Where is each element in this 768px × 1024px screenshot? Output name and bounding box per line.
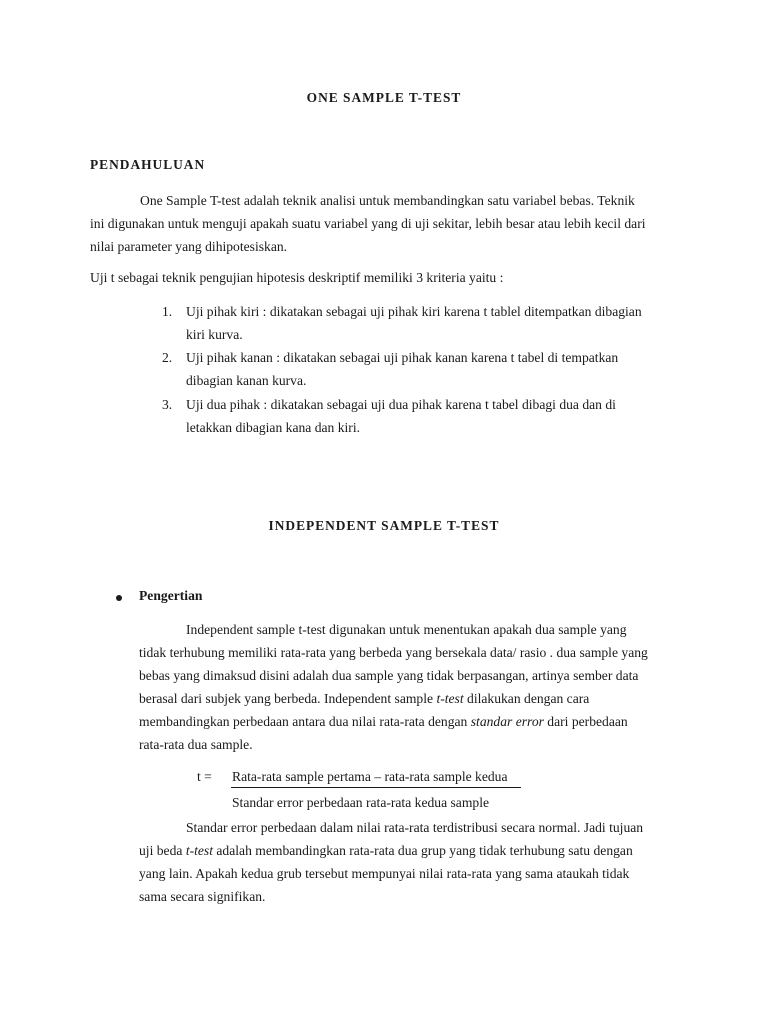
criteria-num-1: 1. <box>162 304 173 319</box>
intro-line-1: One Sample T-test adalah teknik analisi untuk membandingkan satu variabel bebas. Teknik <box>140 193 635 208</box>
criteria-1-line-1: Uji pihak kiri : dikatakan sebagai uji pihak kiri karena t tablel ditempatkan dibagian <box>186 304 642 319</box>
closing-line-4: sama secara signifikan. <box>139 889 266 904</box>
independent-line-4: berasal dari subjek yang berbeda. Independent sample t-test dilakukan dengan cara <box>139 691 590 706</box>
intro-line-2: ini digunakan untuk menguji apakah suatu variabel yang di uji sekitar, lebih besar atau lebih kecil dari <box>90 216 646 231</box>
criteria-intro: Uji t sebagai teknik pengujian hipotesis deskriptif memiliki 3 kriteria yaitu : <box>90 270 504 285</box>
criteria-3-line-1: Uji dua pihak : dikatakan sebagai uji dua pihak karena t tabel dibagi dua dan di <box>186 397 616 412</box>
formula-denominator: Standar error perbedaan rata-rata kedua sample <box>232 795 490 810</box>
independent-line-2: tidak terhubung memiliki rata-rata yang berbeda yang bersekala data/ rasio . dua sample yang <box>139 645 648 660</box>
title-one-sample: ONE SAMPLE T-TEST <box>306 90 462 105</box>
criteria-2-line-1: Uji pihak kanan : dikatakan sebagai uji pihak kanan karena t tabel di tempatkan <box>186 350 619 365</box>
closing-line-3: yang lain. Apakah kedua grub tersebut mempunyai nilai rata-rata yang sama ataukah tidak <box>139 866 630 881</box>
intro-line-3: nilai parameter yang dihipotesiskan. <box>90 239 288 254</box>
criteria-num-3: 3. <box>162 397 173 412</box>
independent-line-5: membandingkan perbedaan antara dua nilai rata-rata dengan standar error dari perbedaan <box>139 714 628 729</box>
closing-line-2: uji beda t-test adalah membandingkan rata-rata dua grup yang tidak terhubung satu dengan <box>139 843 633 858</box>
italic-t-test: t-test <box>436 691 464 706</box>
bullet-label-pengertian: Pengertian <box>139 588 203 603</box>
closing-line-1: Standar error perbedaan dalam nilai rata-rata terdistribusi secara normal. Jadi tujuan <box>186 820 644 835</box>
criteria-2-line-2: dibagian kanan kurva. <box>186 373 307 388</box>
criteria-num-2: 2. <box>162 350 173 365</box>
formula-numerator: Rata-rata sample pertama – rata-rata sample kedua <box>232 769 508 784</box>
formula-lhs: t = <box>197 769 212 784</box>
independent-line-6: rata-rata dua sample. <box>139 737 253 752</box>
criteria-1-line-2: kiri kurva. <box>186 327 243 342</box>
bullet-dot-icon <box>116 595 122 601</box>
independent-line-3: bebas yang dimaksud disini adalah dua sample yang tidak berpasangan, artinya sember data <box>139 668 639 683</box>
formula-fraction-bar <box>231 787 521 788</box>
criteria-3-line-2: letakkan dibagian kana dan kiri. <box>186 420 361 435</box>
independent-line-1: Independent sample t-test digunakan untuk menentukan apakah dua sample yang <box>186 622 627 637</box>
title-independent-sample: INDEPENDENT SAMPLE T-TEST <box>268 518 500 533</box>
heading-pendahuluan: PENDAHULUAN <box>90 157 206 172</box>
italic-t-test-2: t-test <box>185 843 213 858</box>
italic-standar-error: standar error <box>470 714 544 729</box>
